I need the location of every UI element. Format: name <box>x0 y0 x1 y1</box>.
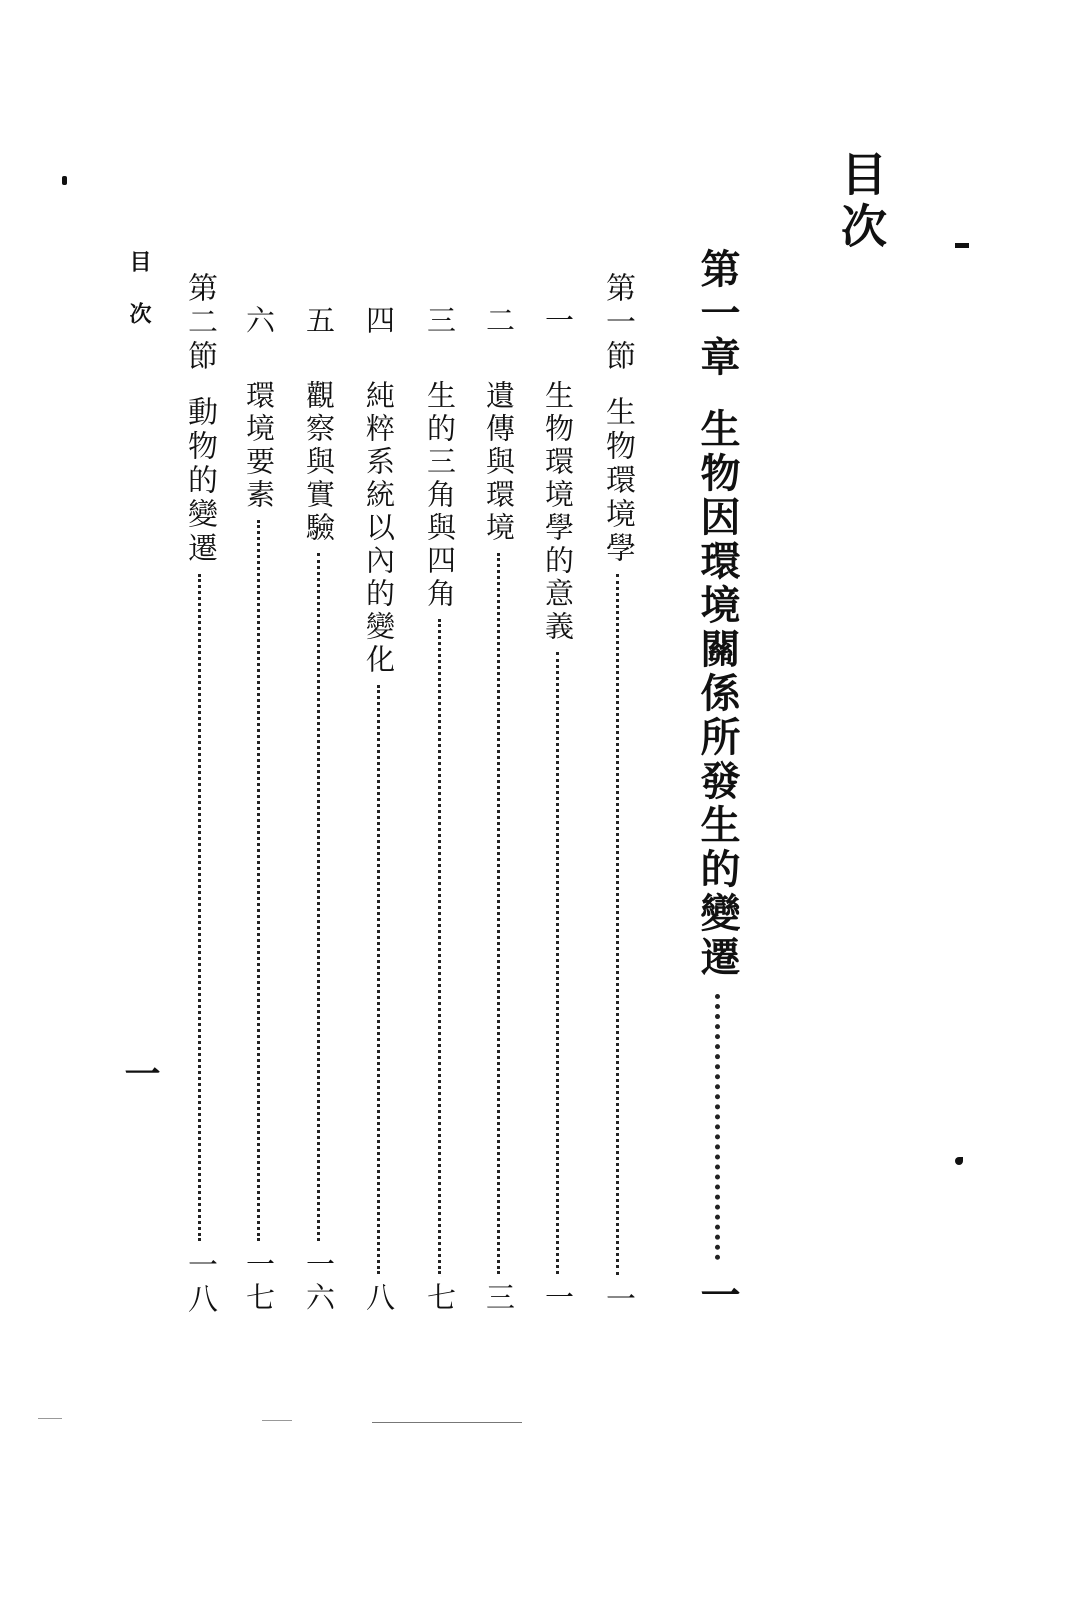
entry-title: 純粹系統以內的變化 <box>362 380 396 677</box>
entry-number: 五 <box>302 305 336 338</box>
entry-number: 六 <box>242 305 276 338</box>
scan-speck <box>955 1157 963 1165</box>
entry-number: 第一節 <box>600 272 635 374</box>
toc-item-entry <box>541 305 575 1315</box>
entry-page-number: 一七 <box>242 1249 276 1315</box>
folio-page-number: 一 <box>119 1055 161 1091</box>
entry-page-number: 一六 <box>302 1249 336 1315</box>
entry-page-number: 一八 <box>182 1249 217 1317</box>
dot-leader <box>556 652 559 1274</box>
toc-item-entry <box>423 305 457 1315</box>
entry-page-number: 三 <box>482 1282 516 1315</box>
scan-speck <box>372 1422 522 1423</box>
entry-title: 動物的變遷 <box>182 396 217 566</box>
entry-number: 二 <box>482 305 516 338</box>
dot-leader <box>377 685 380 1274</box>
scan-speck <box>62 176 67 185</box>
toc-item-entry <box>482 305 516 1315</box>
dot-leader <box>497 553 500 1274</box>
entry-title: 觀察與實驗 <box>302 380 336 545</box>
dot-leader <box>438 619 441 1274</box>
toc-item-entry <box>302 305 336 1315</box>
entry-page-number: 七 <box>423 1282 457 1315</box>
scan-speck <box>955 243 969 248</box>
chapter-page-number: 一 <box>694 1274 741 1318</box>
scan-speck <box>38 1418 62 1419</box>
entry-number: 第二節 <box>182 272 217 374</box>
toc-section-entry <box>600 272 635 1317</box>
entry-title: 生物環境學的意義 <box>541 380 575 644</box>
entry-title: 生的三角與四角 <box>423 380 457 611</box>
entry-title: 生物環境學 <box>600 396 635 566</box>
dot-leader <box>257 520 260 1241</box>
dot-leader <box>198 574 201 1241</box>
entry-page-number: 八 <box>362 1282 396 1315</box>
chapter-title: 生物因環境關係所發生的變遷 <box>694 408 741 980</box>
toc-section-entry <box>182 272 217 1317</box>
scan-speck <box>262 1420 292 1421</box>
dot-leader <box>715 994 720 1260</box>
entry-number: 三 <box>423 305 457 338</box>
entry-number: 四 <box>362 305 396 338</box>
toc-chapter-entry <box>694 248 741 1318</box>
entry-number: 一 <box>541 305 575 338</box>
entry-title: 遺傳與環境 <box>482 380 516 545</box>
dot-leader <box>317 553 320 1241</box>
running-title: 目次 <box>126 250 152 354</box>
toc-item-entry <box>242 305 276 1315</box>
entry-page-number: 一 <box>600 1283 635 1317</box>
chapter-number: 第一章 <box>694 248 741 380</box>
page-title: 目次 <box>834 150 888 254</box>
entry-page-number: 一 <box>541 1282 575 1315</box>
entry-title: 環境要素 <box>242 380 276 512</box>
dot-leader <box>616 574 619 1275</box>
toc-item-entry <box>362 305 396 1315</box>
